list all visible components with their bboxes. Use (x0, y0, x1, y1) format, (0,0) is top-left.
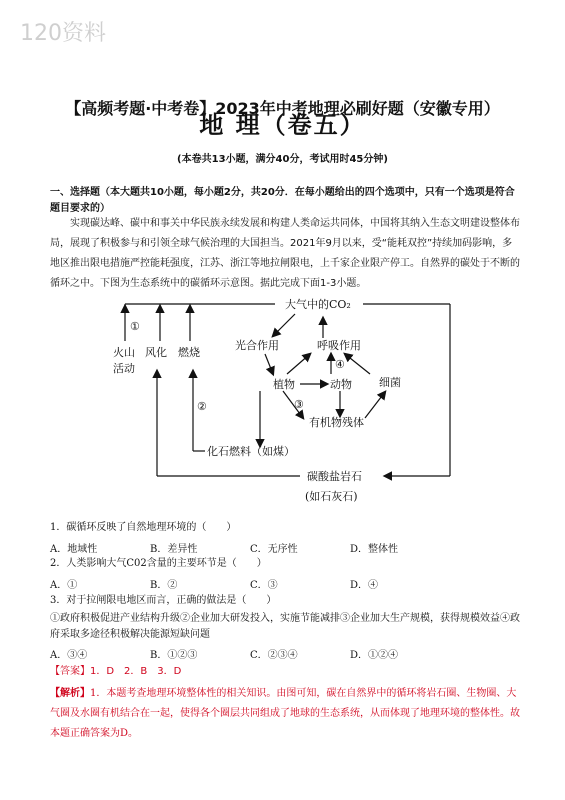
watermark: 120资料 (20, 21, 106, 46)
marker-2: ② (197, 400, 207, 413)
reading-passage: 实现碳达峰、碳中和事关中华民族永续发展和构建人类命运共同体，中国将其纳入生态文明建设整体布局，展现了积极参与和引领全球气候治理的大国担当。2021年9月以来，受“能耗双控”持续加码影响，多地区推出限电措施严控能耗强度，江苏、浙江等地拉闸限电，上千家企业限产停工。自然界的碳处于不断的循环之中。下图为生态系统中的碳循环示意图。据此完成下面1-3小题。 (50, 218, 520, 289)
weathering-label: 风化 (145, 346, 167, 359)
carbon-cycle-diagram (95, 296, 465, 518)
carbonate-label-2: (如石灰石) (305, 490, 358, 503)
option[interactable]: D．④ (350, 580, 379, 591)
volcano-label-1: 火山 (113, 346, 135, 359)
question-2-stem: 2．人类影响大气C02含量的主要环节是（ ） (50, 558, 267, 569)
page-title: 地 理（卷五） (199, 111, 366, 139)
marker-3: ③ (294, 398, 304, 411)
marker-1: ① (130, 320, 140, 333)
section-description: （本大题共10小题，每小题2分，共20分．在每小题给出的四个选项中，只有一个选项是符合题目要求的） (50, 187, 515, 214)
burning-label: 燃烧 (178, 346, 200, 359)
option[interactable]: A．③④ (50, 650, 88, 661)
marker-4: ④ (335, 358, 345, 371)
option[interactable]: A．地域性 (50, 544, 98, 555)
answer-line (50, 662, 181, 677)
plants-label: 植物 (273, 378, 295, 391)
answer-label: 【答案】 (50, 666, 90, 677)
question-3-stem: 3．对于拉闸限电地区而言，正确的做法是（ ） (50, 595, 277, 606)
question-3-choices: ①政府积极促进产业结构升级②企业加大研发投入，实施节能减排③企业加大生产规模，获得规模效益④政府采取多途径积极解决能源短缺问题 (50, 613, 520, 640)
volcano-label-2: 活动 (113, 362, 135, 375)
section-label: 一、选择题 (50, 187, 100, 198)
answer-text: 1．D 2．B 3．D (90, 666, 182, 677)
animals-label: 动物 (330, 378, 352, 391)
carbonate-label-1: 碳酸盐岩石 (307, 470, 362, 483)
fossil-fuel-label: 化石燃料（如煤） (207, 445, 295, 458)
section-heading (50, 185, 520, 217)
photosynthesis-label: 光合作用 (235, 339, 279, 352)
analysis-paragraph (50, 684, 520, 744)
analysis-text: 1．本题考查地理环境整体性的相关知识。由图可知，碳在自然界中的循环将岩石圈、生物圈、大气圈及水圈有机结合在一起，使得各个圈层共同组成了地球的生态系统，从而体现了地理环境的整体性。故本题正确答案为D。 (50, 688, 520, 739)
option[interactable]: A．① (50, 580, 78, 591)
option[interactable]: C．②③④ (250, 650, 298, 661)
question-2-options (50, 576, 520, 591)
option[interactable]: B．② (150, 580, 178, 591)
exam-note: (本卷共13小题，满分40分，考试用时45分钟) (177, 154, 388, 165)
option[interactable]: B．①②③ (150, 650, 198, 661)
analysis-label: 【解析】 (50, 688, 90, 699)
document-header: 【高频考题·中考卷】2023年中考地理必刷好题（安徽专用） (65, 99, 500, 118)
option[interactable]: C．无序性 (250, 544, 298, 555)
organic-remains-label: 有机物残体 (309, 416, 364, 429)
option[interactable]: B．差异性 (150, 544, 198, 555)
respiration-label: 呼吸作用 (317, 339, 361, 352)
question-3-options (50, 646, 520, 661)
bacteria-label: 细菌 (379, 376, 401, 389)
option[interactable]: C．③ (250, 580, 278, 591)
question-1-stem: 1．碳循环反映了自然地理环境的（ ） (50, 522, 237, 533)
option[interactable]: D．①②④ (350, 650, 399, 661)
question-1-options (50, 540, 520, 555)
atmosphere-label: 大气中的CO₂ (285, 298, 351, 311)
option[interactable]: D．整体性 (350, 544, 399, 555)
